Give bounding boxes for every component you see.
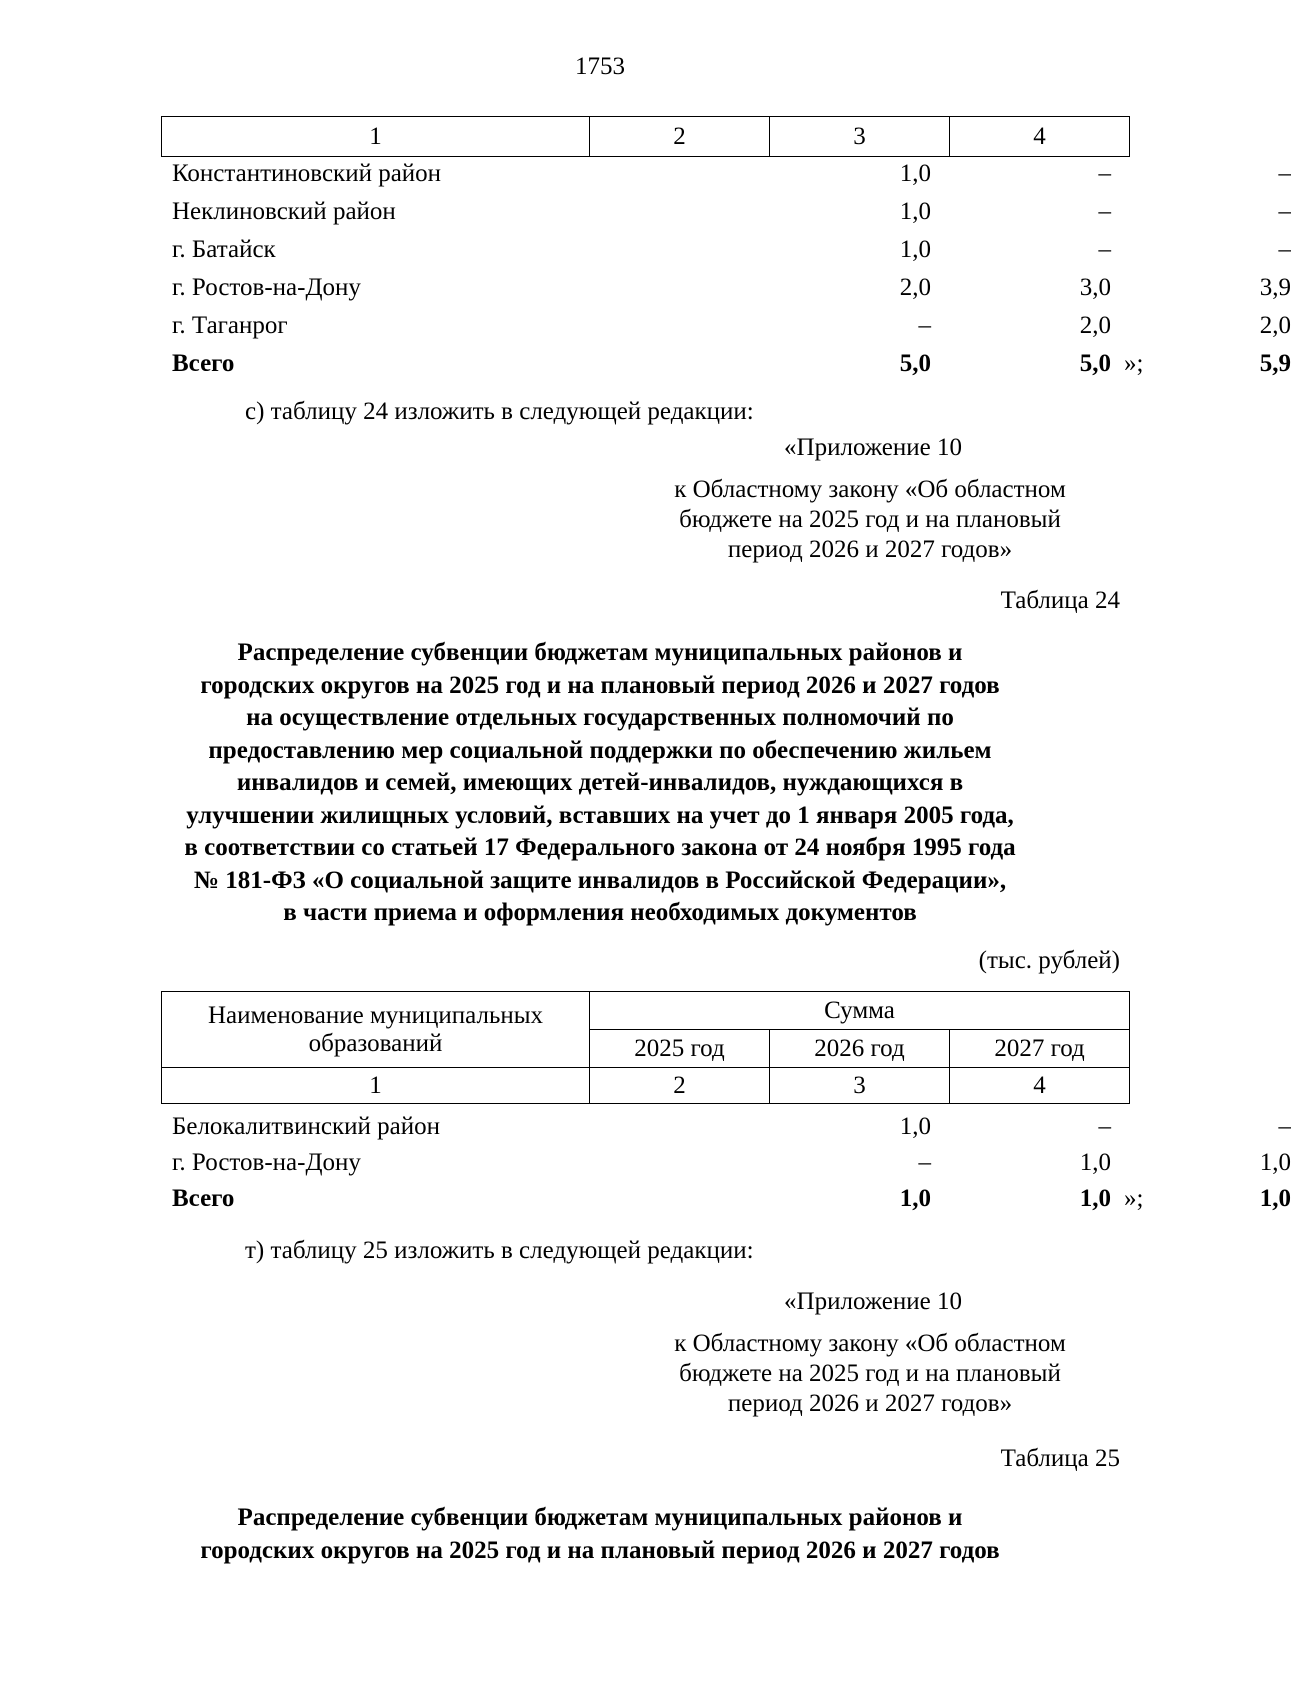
- total-label: Всего: [172, 1185, 235, 1212]
- col-number-1: 1: [162, 117, 590, 157]
- row-value-2027: –: [1278, 1113, 1291, 1140]
- total-value-2025: 1,0: [899, 1185, 931, 1212]
- row-value-2025: –: [918, 1149, 931, 1176]
- table-24-label: Таблица 24: [1000, 587, 1120, 614]
- appendix-line: «Приложение 10: [784, 434, 962, 461]
- row-value-2027: –: [1278, 198, 1291, 225]
- total-value-2025: 5,0: [899, 350, 931, 377]
- row-name: г. Ростов-на-Дону: [172, 274, 361, 301]
- column-header-sum: Сумма: [590, 992, 1130, 1030]
- row-name: г. Ростов-на-Дону: [172, 1149, 361, 1176]
- title-line: на осуществление отдельных государственных полномочий по: [246, 704, 954, 731]
- col-number-3: 3: [770, 1068, 950, 1104]
- paragraph-t: т) таблицу 25 изложить в следующей редакции:: [245, 1237, 754, 1264]
- title-line: № 181-ФЗ «О социальной защите инвалидов в Российской Федерации»,: [193, 866, 1007, 894]
- row-value-2025: 1,0: [899, 160, 931, 187]
- row-value-2026: 1,0: [1079, 1149, 1111, 1176]
- top-table-header: [161, 116, 1130, 157]
- appendix-line: бюджете на 2025 год и на плановый: [679, 506, 1061, 533]
- row-value-2027: 2,0: [1259, 312, 1291, 339]
- table-24-header: [161, 991, 1130, 1104]
- row-name: Константиновский район: [172, 160, 442, 187]
- total-value-2026: 1,0: [1079, 1185, 1111, 1212]
- col-number-3: 3: [770, 117, 950, 157]
- row-name: г. Батайск: [172, 236, 276, 263]
- title-line: улучшении жилищных условий, вставших на учет до 1 января 2005 года,: [186, 801, 1014, 829]
- table-24-title: [150, 637, 1050, 930]
- total-value-2027: 1,0: [1259, 1185, 1291, 1212]
- table-row: [172, 159, 1291, 197]
- title-line: Распределение субвенции бюджетам муниципальных районов и: [237, 639, 963, 666]
- row-value-2027: 3,9: [1259, 274, 1291, 301]
- row-value-2027: –: [1278, 236, 1291, 263]
- closing-quote: »;: [1124, 1185, 1144, 1212]
- col-number-4: 4: [950, 1068, 1130, 1104]
- row-value-2025: –: [918, 312, 931, 339]
- appendix-line: к Областному закону «Об областном: [674, 476, 1066, 503]
- paragraph-c: с) таблицу 24 изложить в следующей редакции:: [245, 398, 754, 425]
- row-value-2026: 3,0: [1079, 274, 1111, 301]
- row-value-2025: 1,0: [899, 236, 931, 263]
- table-total-row: [172, 1184, 1291, 1222]
- appendix-note-24: [620, 433, 1120, 565]
- appendix-line: бюджете на 2025 год и на плановый: [679, 1360, 1061, 1387]
- appendix-line: период 2026 и 2027 годов»: [727, 536, 1013, 563]
- table-row: [172, 235, 1291, 273]
- title-line: в части приема и оформления необходимых документов: [283, 899, 917, 926]
- table-row: [172, 1148, 1291, 1186]
- table-25-title: [150, 1502, 1050, 1567]
- table-row: [172, 1112, 1291, 1150]
- row-name: Неклиновский район: [172, 198, 396, 225]
- row-value-2026: –: [1098, 236, 1111, 263]
- row-value-2026: –: [1098, 160, 1111, 187]
- title-line: Распределение субвенции бюджетам муниципальных районов и: [237, 1504, 963, 1531]
- column-header-2026: 2026 год: [770, 1030, 950, 1068]
- row-value-2027: 1,0: [1259, 1149, 1291, 1176]
- title-line: инвалидов и семей, имеющих детей-инвалидов, нуждающихся в: [236, 769, 964, 796]
- row-value-2025: 1,0: [899, 1113, 931, 1140]
- appendix-line: «Приложение 10: [784, 1288, 962, 1315]
- col-number-4: 4: [950, 117, 1130, 157]
- row-value-2027: –: [1278, 160, 1291, 187]
- title-line: городских округов на 2025 год и на плановый период 2026 и 2027 годов: [200, 671, 1000, 699]
- table-row: [172, 197, 1291, 235]
- column-header-2027: 2027 год: [950, 1030, 1130, 1068]
- table-row: [172, 273, 1291, 311]
- table-25-label: Таблица 25: [1000, 1445, 1120, 1472]
- total-value-2027: 5,9: [1259, 350, 1291, 377]
- total-label: Всего: [172, 350, 235, 377]
- appendix-line: период 2026 и 2027 годов»: [727, 1390, 1013, 1417]
- total-value-2026: 5,0: [1079, 350, 1111, 377]
- column-header-name: Наименование муниципальных образований: [162, 992, 590, 1068]
- appendix-line: к Областному закону «Об областном: [674, 1330, 1066, 1357]
- row-name: г. Таганрог: [172, 312, 288, 339]
- row-value-2025: 1,0: [899, 198, 931, 225]
- column-header-2025: 2025 год: [590, 1030, 770, 1068]
- row-value-2026: –: [1098, 1113, 1111, 1140]
- closing-quote: »;: [1124, 350, 1144, 377]
- appendix-note-25: [620, 1287, 1120, 1419]
- table-total-row: [172, 349, 1291, 387]
- units-label: (тыс. рублей): [978, 947, 1120, 974]
- title-line: в соответствии со статьей 17 Федерального закона от 24 ноября 1995 года: [184, 834, 1016, 861]
- row-name: Белокалитвинский район: [172, 1113, 440, 1140]
- col-number-2: 2: [590, 1068, 770, 1104]
- title-line: предоставлению мер социальной поддержки по обеспечению жильем: [208, 736, 992, 764]
- row-value-2025: 2,0: [899, 274, 931, 301]
- row-value-2026: 2,0: [1079, 312, 1111, 339]
- title-line: городских округов на 2025 год и на плановый период 2026 и 2027 годов: [200, 1536, 1000, 1564]
- col-number-1: 1: [162, 1068, 590, 1104]
- page-number: 1753: [575, 53, 625, 80]
- row-value-2026: –: [1098, 198, 1111, 225]
- table-row: [172, 311, 1291, 349]
- col-number-2: 2: [590, 117, 770, 157]
